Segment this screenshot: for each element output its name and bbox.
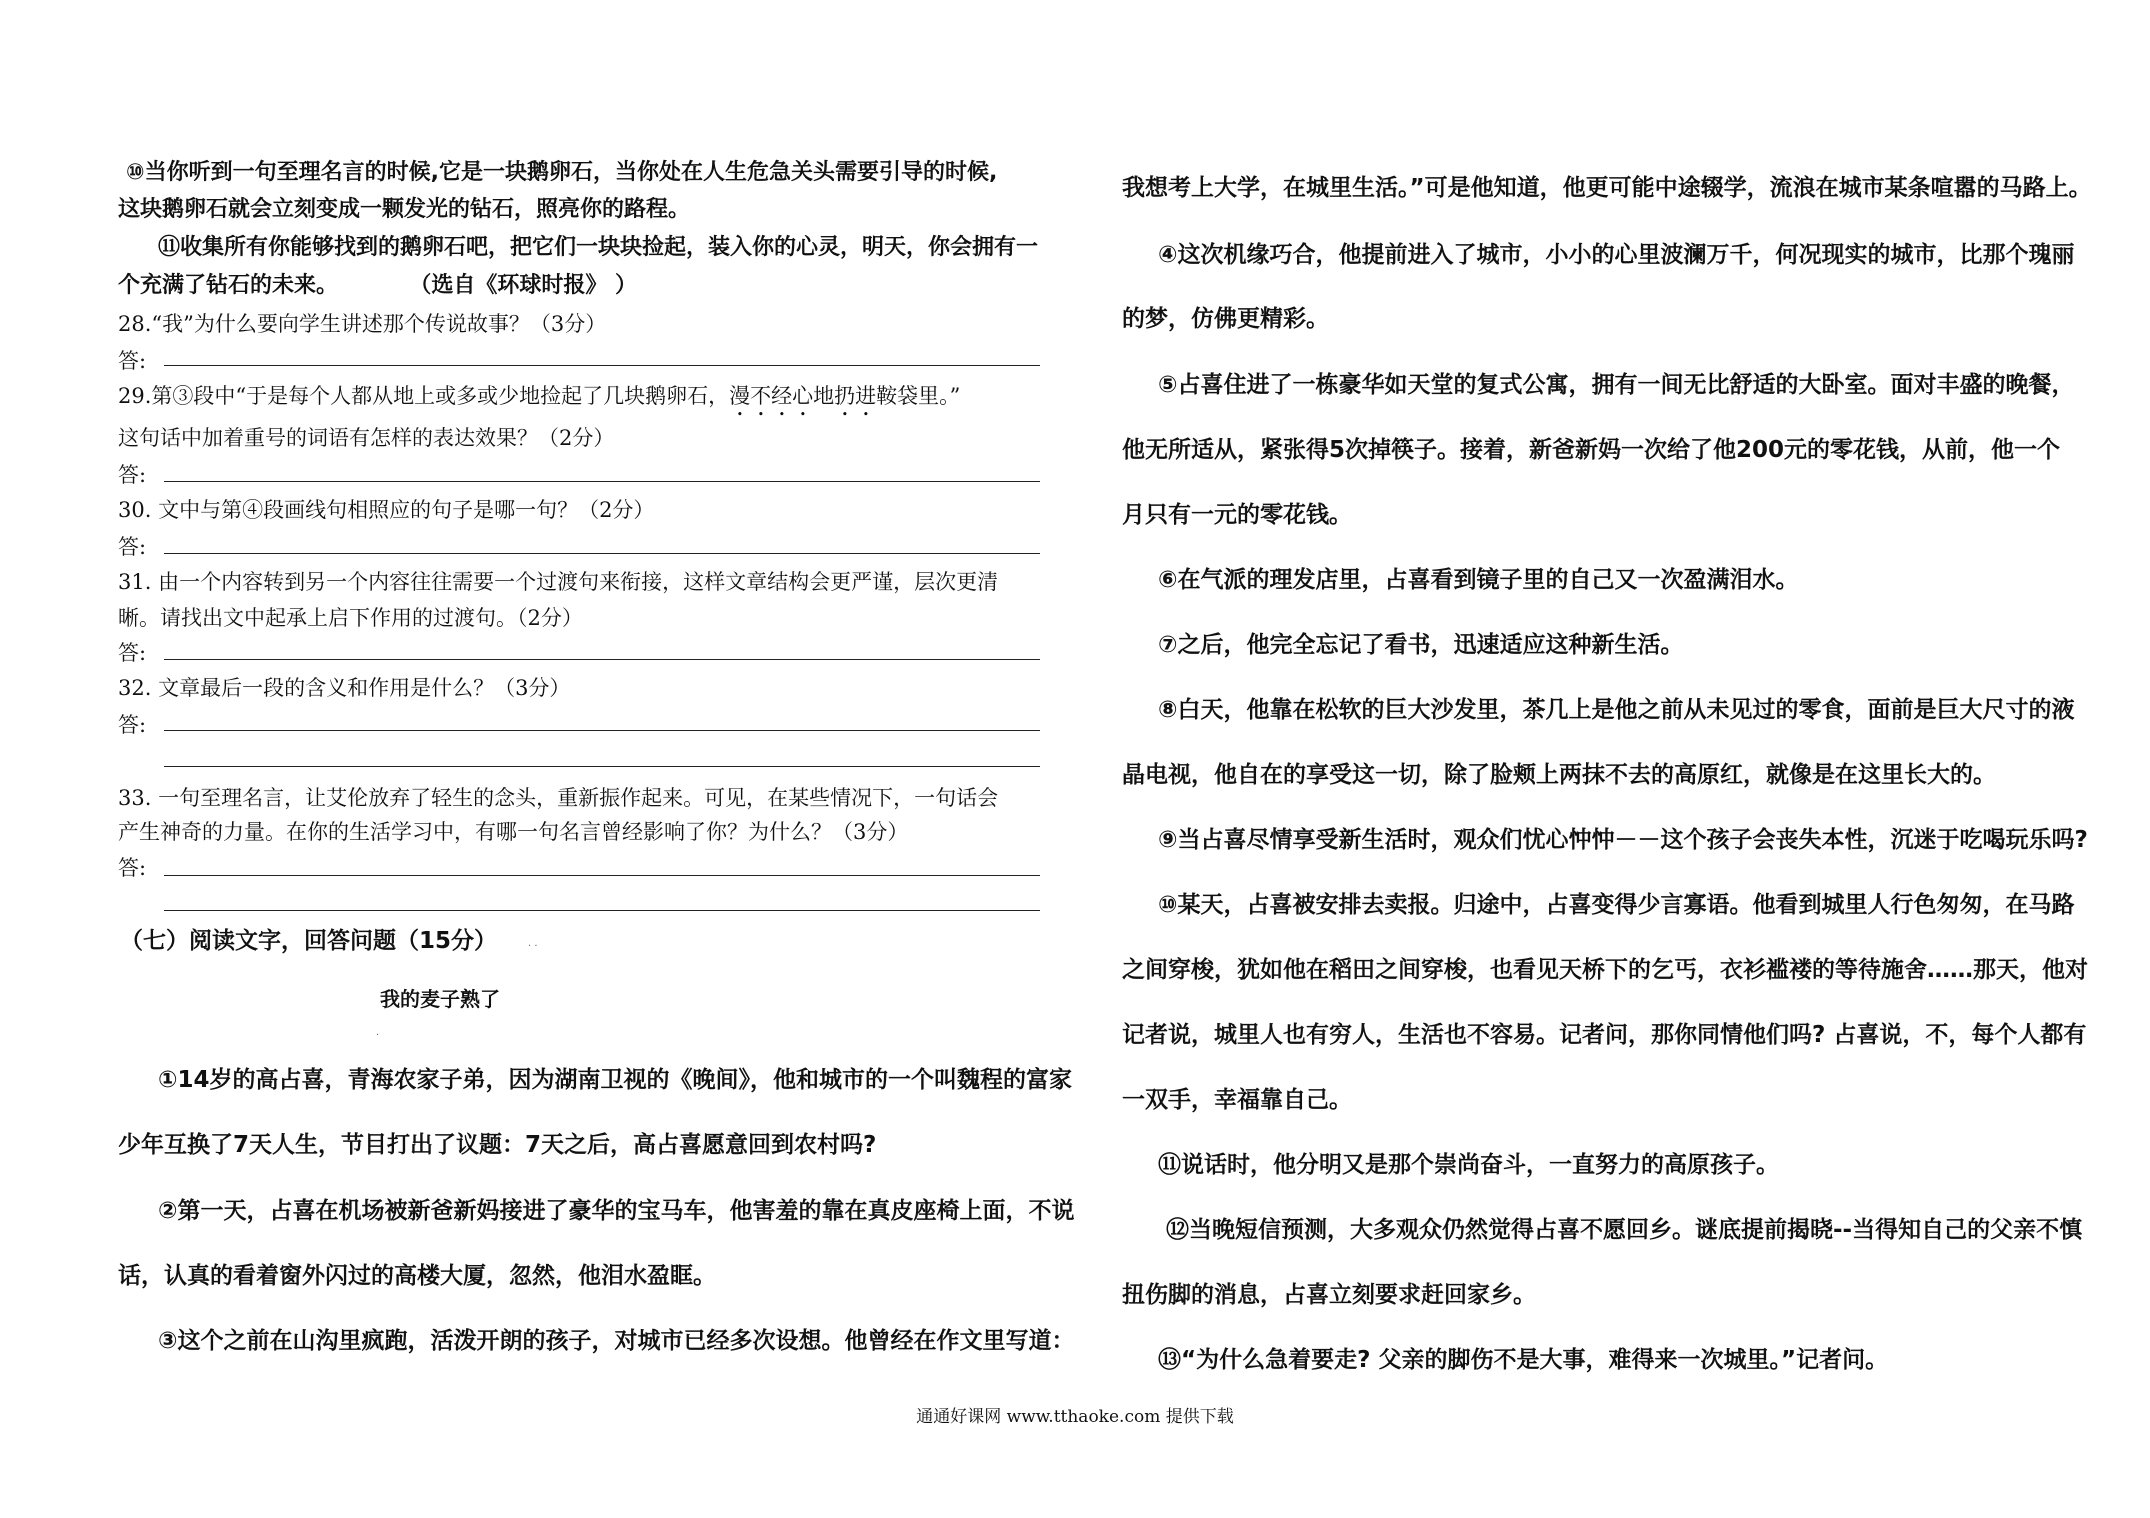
question-29-text-b: 地	[813, 384, 835, 408]
answer-label-29: 答:	[118, 463, 147, 487]
answer-label-30: 答:	[118, 535, 147, 559]
question-29-emphasis-2: 扔进	[834, 384, 877, 408]
answer-line-31	[164, 659, 1040, 660]
question-33-line-1: 33. 一句至理名言，让艾伦放弃了轻生的念头，重新振作起来。可见，在某些情况下，一句话会	[118, 786, 999, 810]
question-28: 28.“我”为什么要向学生讲述那个传说故事？（3分）	[118, 312, 607, 336]
question-29-text-c: 鞍袋里。”	[876, 384, 961, 408]
p12-line-2: 扭伤脚的消息，占喜立刻要求赶回家乡。	[1122, 1282, 1536, 1308]
p2-line-1: ②第一天，占喜在机场被新爸新妈接进了豪华的宝马车，他害羞的靠在真皮座椅上面，不说	[158, 1198, 1075, 1224]
question-29-line-2: 这句话中加着重号的词语有怎样的表达效果？（2分）	[118, 426, 615, 450]
p3-line-2: 我想考上大学，在城里生活。”可是他知道，他更可能中途辍学，流浪在城市某条喧嚣的马路上。	[1122, 175, 2092, 201]
answer-line-30	[164, 553, 1040, 554]
footer-credit: 通通好课网 www.tthaoke.com 提供下载	[916, 1407, 1234, 1427]
question-31-line-2: 晰。请找出文中起承上启下作用的过渡句。（2分）	[118, 606, 583, 630]
question-33-line-2: 产生神奇的力量。在你的生活学习中，有哪一句名言曾经影响了你？为什么？（3分）	[118, 820, 909, 844]
answer-label-32: 答:	[118, 713, 147, 737]
para-11-line-2-text: 个充满了钻石的未来。	[118, 273, 339, 298]
answer-line-32a	[164, 730, 1040, 731]
answer-line-29	[164, 481, 1040, 482]
p1-line-2: 少年互换了7天人生，节目打出了议题：7天之后，高占喜愿意回到农村吗?	[118, 1132, 877, 1158]
p9: ⑨当占喜尽情享受新生活时，观众们忧心忡忡－－这个孩子会丧失本性，沉迷于吃喝玩乐吗?	[1158, 827, 2088, 853]
question-31-line-1: 31. 由一个内容转到另一个内容往往需要一个过渡句来衔接，这样文章结构会更严谨，层次更清	[118, 570, 999, 594]
answer-label-31: 答:	[118, 641, 147, 665]
para-11-line-1: ⑪收集所有你能够找到的鹅卵石吧，把它们一块块捡起，装入你的心灵，明天，你会拥有一	[158, 235, 1039, 260]
p3-line-1: ③这个之前在山沟里疯跑，活泼开朗的孩子，对城市已经多次设想。他曾经在作文里写道：	[158, 1328, 1075, 1354]
scan-mark: . .	[528, 938, 538, 949]
p13: ⑬“为什么急着要走? 父亲的脚伤不是大事，难得来一次城里。”记者问。	[1158, 1347, 1889, 1373]
para-10-line-1: ⑩当你听到一句至理名言的时候,它是一块鹅卵石，当你处在人生危急关头需要引导的时候,	[126, 160, 998, 185]
p5-line-1: ⑤占喜住进了一栋豪华如天堂的复式公寓，拥有一间无比舒适的大卧室。面对丰盛的晚餐，	[1158, 372, 2075, 398]
p11: ⑪说话时，他分明又是那个崇尚奋斗，一直努力的高原孩子。	[1158, 1152, 1779, 1178]
para-11-source: （选自《环球时报》 ）	[409, 273, 638, 298]
p2-line-2: 话，认真的看着窗外闪过的高楼大厦，忽然，他泪水盈眶。	[118, 1263, 716, 1289]
answer-label-33: 答:	[118, 856, 147, 880]
p10-line-2: 之间穿梭，犹如他在稻田之间穿梭，也看见天桥下的乞丐，衣衫褴褛的等待施舍……那天，他对	[1122, 957, 2088, 983]
para-11-line-2	[118, 268, 637, 299]
essay-title: 我的麦子熟了	[380, 987, 500, 1011]
p8-line-1: ⑧白天，他靠在松软的巨大沙发里，茶几上是他之前从未见过的零食，面前是巨大尺寸的液	[1158, 697, 2075, 723]
p8-line-2: 晶电视，他自在的享受这一切，除了脸颊上两抹不去的高原红，就像是在这里长大的。	[1122, 762, 1996, 788]
p12-line-1: ⑫当晚短信预测，大多观众仍然觉得占喜不愿回乡。谜底提前揭晓--当得知自己的父亲不慎	[1166, 1217, 2083, 1243]
p1-line-1: ①14岁的高占喜，青海农家子弟，因为湖南卫视的《晚间》，他和城市的一个叫魏程的富家	[158, 1067, 1072, 1093]
answer-line-33b	[164, 910, 1040, 911]
p4-line-2: 的梦，仿佛更精彩。	[1122, 306, 1329, 332]
question-29-emphasis-1: 漫不经心	[729, 384, 814, 408]
p10-line-1: ⑩某天，占喜被安排去卖报。归途中，占喜变得少言寡语。他看到城里人行色匆匆，在马路	[1158, 892, 2075, 918]
scan-mark-2: ·	[376, 1030, 380, 1041]
p5-line-3: 月只有一元的零花钱。	[1122, 502, 1352, 528]
para-10-line-2: 这块鹅卵石就会立刻变成一颗发光的钻石，照亮你的路程。	[118, 197, 691, 222]
answer-line-32b	[164, 766, 1040, 767]
answer-label-28: 答:	[118, 349, 147, 373]
section-7-heading: （七）阅读文字，回答问题（15分）	[120, 928, 498, 954]
p7: ⑦之后，他完全忘记了看书，迅速适应这种新生活。	[1158, 632, 1684, 658]
answer-line-28	[164, 365, 1040, 366]
p10-line-4: 一双手，幸福靠自己。	[1122, 1087, 1352, 1113]
question-29-text-a: 29.第③段中“于是每个人都从地上或多或少地捡起了几块鹅卵石，	[118, 384, 730, 408]
p4-line-1: ④这次机缘巧合，他提前进入了城市，小小的心里波澜万千，何况现实的城市，比那个瑰丽	[1158, 242, 2075, 268]
p6: ⑥在气派的理发店里，占喜看到镜子里的自己又一次盈满泪水。	[1158, 567, 1799, 593]
question-30: 30. 文中与第④段画线句相照应的句子是哪一句？（2分）	[118, 498, 655, 522]
p5-line-2: 他无所适从，紧张得5次掉筷子。接着，新爸新妈一次给了他200元的零花钱，从前，他一个	[1122, 437, 2061, 463]
question-32: 32. 文章最后一段的含义和作用是什么？（3分）	[118, 676, 571, 700]
question-29-line-1	[118, 380, 960, 421]
answer-line-33a	[164, 875, 1040, 876]
p10-line-3: 记者说，城里人也有穷人，生活也不容易。记者问，那你同情他们吗? 占喜说，不，每个人都有	[1122, 1022, 2087, 1048]
